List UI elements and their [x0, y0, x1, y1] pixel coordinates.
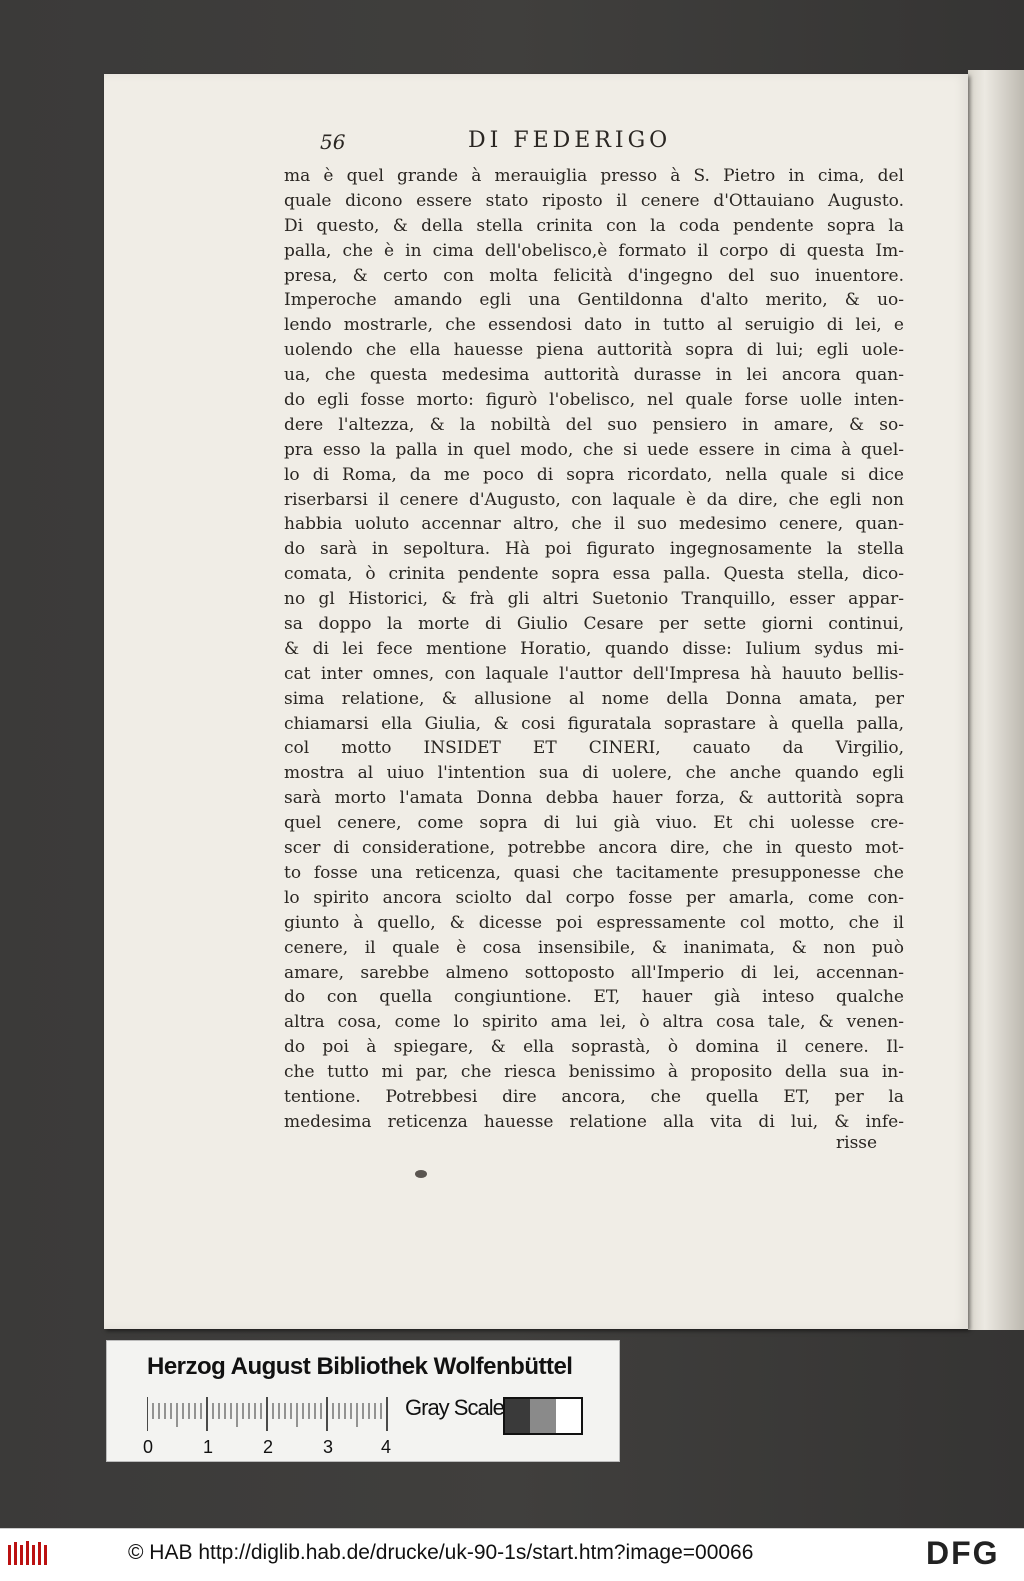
text-line: amare, sarebbe almeno sottoposto all'Imperio di lei, accennan-: [284, 962, 904, 983]
text-line: lendo mostrarle, che essendosi dato in tutto al seruigio di lei, e: [284, 315, 904, 336]
ruler-label-4: 4: [381, 1437, 392, 1457]
text-line: sarà morto l'amata Donna debba hauer forza, & auttorità sopra: [284, 788, 904, 809]
swatch-light: [556, 1399, 581, 1433]
catchword: risse: [836, 1133, 878, 1153]
text-line: ua, che questa medesima auttorità durasse in lei ancora quan-: [284, 365, 904, 386]
text-line: giunto à quello, & dicesse poi espressamente col motto, che il: [284, 912, 904, 933]
text-line: pra esso la palla in quel modo, che si uede essere in cima à quel-: [284, 439, 904, 460]
text-line: no gl Historici, & frà gli altri Suetonio Tranquillo, esser appar-: [284, 589, 904, 610]
ink-blot: [415, 1170, 427, 1178]
text-line: chiamarsi ella Giulia, & cosi figuratala soprastare à quella palla,: [284, 713, 904, 734]
page-body-text: [284, 164, 904, 1135]
text-line: lo di Roma, da me poco di sopra ricordato, nella quale si dice: [284, 464, 904, 485]
text-line: Imperoche amando egli una Gentildonna d'alto merito, & uo-: [284, 290, 904, 311]
text-line: sa doppo la morte di Giulio Cesare per sette giorni continui,: [284, 614, 904, 635]
text-line: sima relatione, & allusione al nome della Donna amata, per: [284, 688, 904, 709]
text-line: riserbarsi il cenere d'Augusto, con laquale è da dire, che egli non: [284, 489, 904, 510]
text-line: uolendo che ella hauesse piena auttorità sopra di lui; egli uole-: [284, 340, 904, 361]
page-number: 56: [320, 130, 346, 154]
text-line: & di lei fece mentione Horatio, quando disse: Iulium sydus mi-: [284, 638, 904, 659]
text-line: quale dicono essere stato riposto il cenere d'Ottauiano Augusto.: [284, 190, 904, 211]
hab-logo-icon: [6, 1539, 50, 1569]
text-line: palla, che è in cima dell'obelisco,è formato il corpo di questa Im-: [284, 240, 904, 261]
text-line: do poi à spiegare, & ella soprastà, ò domina il cenere. Il-: [284, 1037, 904, 1058]
text-line: cenere, il quale è cosa insensibile, & inanimata, & non può: [284, 937, 904, 958]
adjacent-page-edge: [968, 70, 1024, 1330]
text-line: Di questo, & della stella crinita con la coda pendente sopra la: [284, 215, 904, 236]
ruler-scale: [147, 1397, 393, 1433]
gray-scale-label: Gray Scale: [405, 1395, 504, 1420]
ruler-label-1: 1: [203, 1437, 214, 1457]
text-line: altra cosa, come lo spirito ama lei, ò altra cosa tale, & venen-: [284, 1012, 904, 1033]
text-line: cat inter omnes, con laquale l'auttor dell'Impresa hà hauuto bellis-: [284, 663, 904, 684]
gray-scale-swatches: [503, 1397, 583, 1435]
text-line: lo spirito ancora sciolto dal corpo fosse per amarla, come con-: [284, 887, 904, 908]
text-line: dere l'altezza, & la nobiltà del suo pensiero in amare, & so-: [284, 414, 904, 435]
text-line: tentione. Potrebbesi dire ancora, che quella ET, per la: [284, 1086, 904, 1107]
running-head: DI FEDERIGO: [468, 128, 672, 153]
text-line: col motto INSIDET ET CINERI, cauato da Virgilio,: [284, 738, 904, 759]
text-line: presa, & certo con molta felicità d'ingegno del suo inuentore.: [284, 265, 904, 286]
ruler-label-2: 2: [263, 1437, 274, 1457]
library-color-card: [106, 1340, 620, 1462]
text-line: do sarà in sepoltura. Hà poi figurato ingegnosamente la stella: [284, 539, 904, 560]
text-line: to fosse una reticenza, quasi che tacitamente presupponesse che: [284, 862, 904, 883]
text-line: ma è quel grande à merauiglia presso à S. Pietro in cima, del: [284, 166, 904, 186]
copyright-link[interactable]: © HAB http://diglib.hab.de/drucke/uk-90-1s/start.htm?image=00066: [128, 1541, 754, 1564]
page-header: [320, 124, 920, 160]
footer-bar: [0, 1528, 1024, 1581]
ruler-label-3: 3: [323, 1437, 334, 1457]
dfg-logo: DFG: [926, 1535, 1000, 1571]
text-line: quel cenere, come sopra di lui già viuo. Et chi uolesse cre-: [284, 813, 904, 834]
text-line: comata, ò crinita pendente sopra essa palla. Questa stella, dico-: [284, 564, 904, 585]
text-line: medesima reticenza hauesse relatione alla vita di lui, & infe-: [284, 1111, 904, 1132]
text-line: mostra al uiuo l'intention sua di uolere, che anche quando egli: [284, 763, 904, 784]
text-line: do con quella congiuntione. ET, hauer già inteso qualche: [284, 987, 904, 1008]
swatch-mid: [530, 1399, 555, 1433]
text-line: do egli fosse morto: figurò l'obelisco, nel quale forse uolle inten-: [284, 390, 904, 411]
ruler-label-0: 0: [143, 1437, 154, 1457]
text-line: habbia uoluto accennar altro, che il suo medesimo cenere, quan-: [284, 514, 904, 535]
card-title: Herzog August Bibliothek Wolfenbüttel: [147, 1353, 573, 1380]
text-line: che tutto mi par, che riesca benissimo à proposito della sua in-: [284, 1062, 904, 1083]
swatch-dark: [505, 1399, 530, 1433]
text-line: scer di consideratione, potrebbe ancora dire, che in questo mot-: [284, 838, 904, 859]
